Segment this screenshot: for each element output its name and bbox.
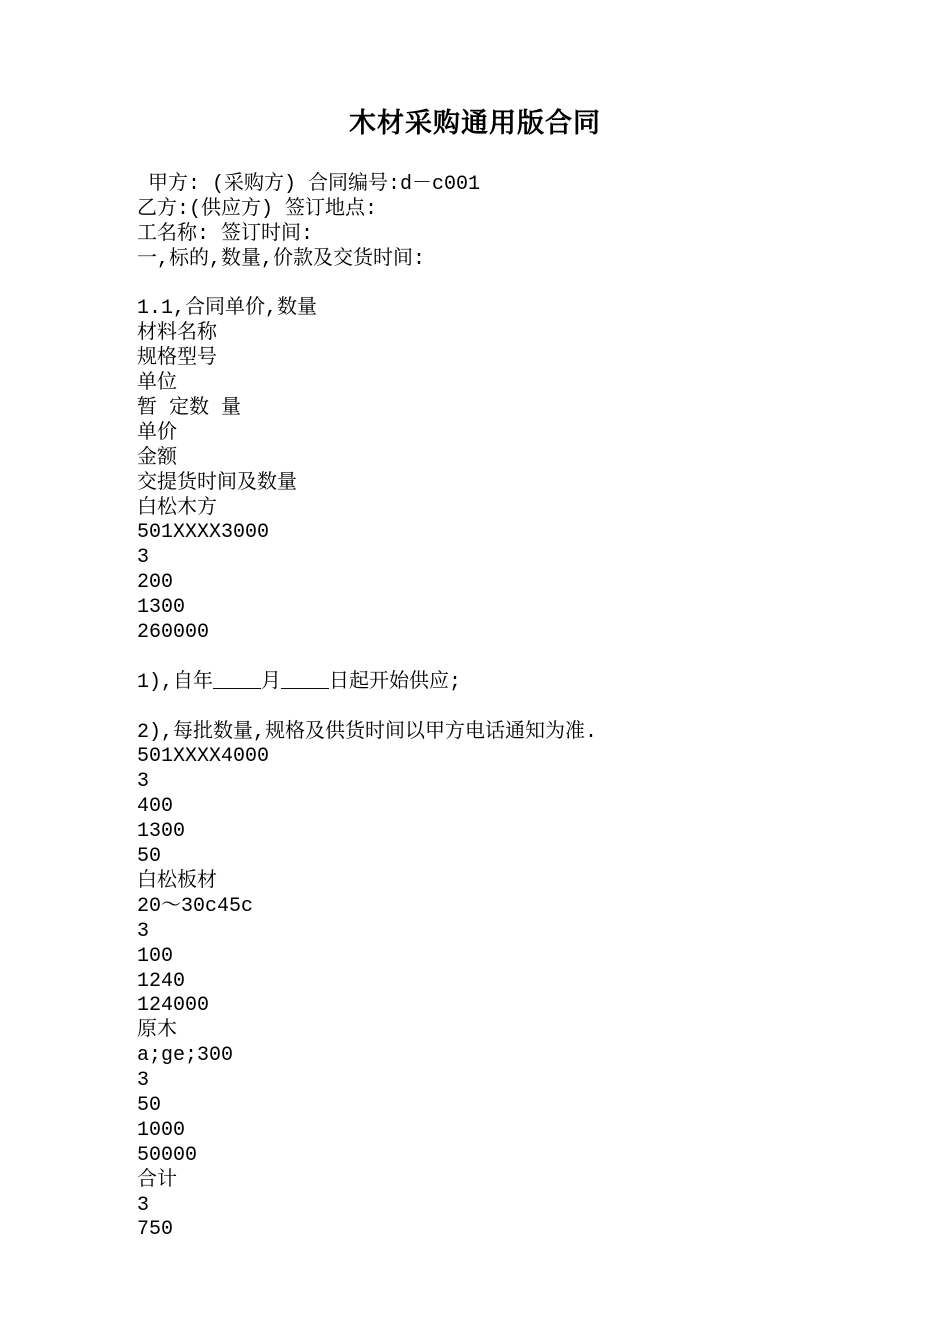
item-value: 1240 (137, 969, 186, 993)
delivery-term-1: 1),自年____月____日起开始供应; (137, 670, 462, 694)
column-header-amount: 金额 (137, 446, 177, 470)
blank-line (137, 696, 857, 721)
item-name: 原木 (137, 1019, 177, 1043)
contract-body (137, 173, 857, 1243)
party-b-line: 乙方:(供应方) 签订地点: (137, 197, 378, 221)
item-value: 3 (137, 770, 150, 794)
item-value: 3 (137, 1069, 150, 1093)
column-header-material: 材料名称 (137, 322, 217, 346)
item-value: 1300 (137, 596, 186, 620)
total-value: 3 (137, 1193, 150, 1217)
item-value: 50 (137, 845, 162, 869)
item-value: 400 (137, 795, 174, 819)
item-value: 1000 (137, 1118, 186, 1142)
column-header-quantity: 暂 定数 量 (137, 397, 242, 421)
item-value: 100 (137, 944, 174, 968)
item-spec: a;ge;300 (137, 1044, 234, 1068)
item-name: 白松木方 (137, 496, 217, 520)
item-spec: 501XXXX3000 (137, 521, 270, 545)
party-a-line: 甲方: (采购方) 合同编号:d－c001 (148, 173, 481, 196)
item-value: 1300 (137, 820, 186, 844)
project-name-line: 工名称: 签订时间: (137, 222, 314, 246)
item-value: 3 (137, 546, 150, 570)
subsection-heading: 1.1,合同单价,数量 (137, 297, 318, 321)
item-spec: 501XXXX4000 (137, 745, 270, 769)
item-value: 260000 (137, 621, 210, 645)
column-header-delivery: 交提货时间及数量 (137, 471, 297, 495)
total-label: 合计 (137, 1168, 177, 1192)
delivery-term-2: 2),每批数量,规格及供货时间以甲方电话通知为准. (137, 720, 598, 744)
section-heading: 一,标的,数量,价款及交货时间: (137, 247, 426, 271)
blank-line (137, 273, 857, 298)
item-spec: 20～30c45c (137, 894, 254, 918)
item-value: 50000 (137, 1143, 198, 1167)
column-header-spec: 规格型号 (137, 347, 217, 371)
document-title: 木材采购通用版合同 (349, 108, 601, 139)
item-value: 50 (137, 1093, 162, 1117)
item-value: 124000 (137, 994, 210, 1018)
item-name: 白松板材 (137, 869, 217, 893)
item-value: 200 (137, 571, 174, 595)
column-header-unit: 单位 (137, 372, 177, 396)
item-value: 3 (137, 919, 150, 943)
column-header-price: 单价 (137, 421, 177, 445)
total-value: 750 (137, 1218, 174, 1242)
blank-line (137, 646, 857, 671)
